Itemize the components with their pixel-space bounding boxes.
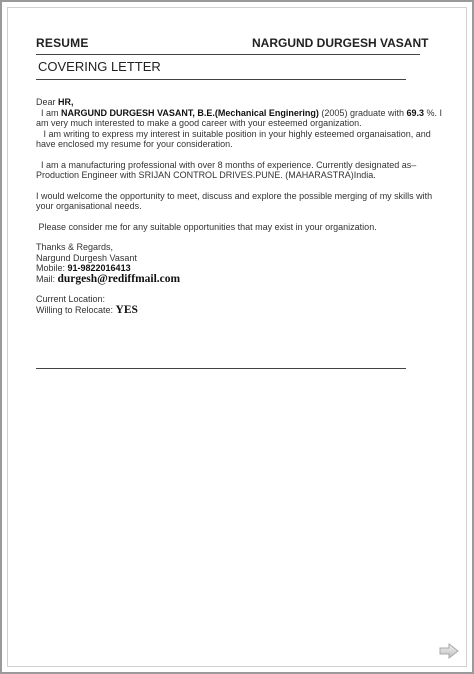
intro-lead: I am — [41, 107, 62, 118]
salutation — [36, 97, 444, 108]
salutation-name: HR, — [58, 97, 74, 107]
section-title: COVERING LETTER — [38, 59, 161, 74]
section-rule — [36, 79, 406, 80]
current-location: Current Location: — [36, 294, 106, 304]
resume-heading: RESUME — [36, 36, 89, 50]
consider-text: Please consider me for any suitable opportunities that may exist in your organization. — [38, 221, 377, 232]
paragraph-intro-2 — [36, 129, 444, 150]
intro-percent: 69.3 — [406, 107, 425, 118]
mobile-value: 91-9822016413 — [67, 263, 131, 273]
letter-body — [36, 97, 444, 315]
mobile-label: Mobile: — [36, 263, 68, 273]
paragraph-opportunity: I would welcome the opportunity to meet, discuss and explore the possible merging of my skills with your organisational needs. — [36, 190, 433, 211]
intro-sep: , — [192, 107, 198, 118]
candidate-name-heading: NARGUND DURGESH VASANT — [252, 36, 429, 50]
mail-label: Mail: — [36, 273, 58, 284]
intro-mid: (2005) graduate with — [318, 107, 407, 118]
salutation-prefix: Dear — [36, 97, 59, 107]
relocate-line — [36, 305, 444, 316]
intro-rest: %. I am very much interested to make a good career with your esteemed organization. — [36, 107, 443, 128]
mail-line — [36, 274, 444, 285]
relocate-value: YES — [115, 303, 138, 316]
mail-value: durgesh@rediffmail.com — [57, 272, 181, 285]
paragraph-consider — [36, 222, 444, 233]
intro-2-text: I am writing to express my interest in suitable position in your highly esteemed organaisation, and have enclosed my resume for your consideration. — [36, 128, 431, 149]
footer-rule — [36, 368, 406, 369]
signer-name: Nargund Durgesh Vasant — [36, 252, 137, 263]
intro-degree: B.E.(Mechanical Enginering) — [197, 107, 319, 118]
paragraph-intro — [36, 108, 444, 129]
arrow-right-icon[interactable] — [438, 642, 460, 660]
intro-name: NARGUND DURGESH VASANT — [61, 107, 193, 118]
closing: Thanks & Regards, — [36, 242, 114, 252]
header-rule — [36, 54, 420, 55]
experience-text: I am a manufacturing professional with over 8 months of experience. Currently designated as– Production Engineer with SRIJAN CONTROL DRIVES.PUNE. (MAHARASTRA)India. — [36, 159, 417, 180]
paragraph-experience — [36, 160, 444, 181]
relocate-label: Willing to Relocate: — [36, 304, 116, 315]
